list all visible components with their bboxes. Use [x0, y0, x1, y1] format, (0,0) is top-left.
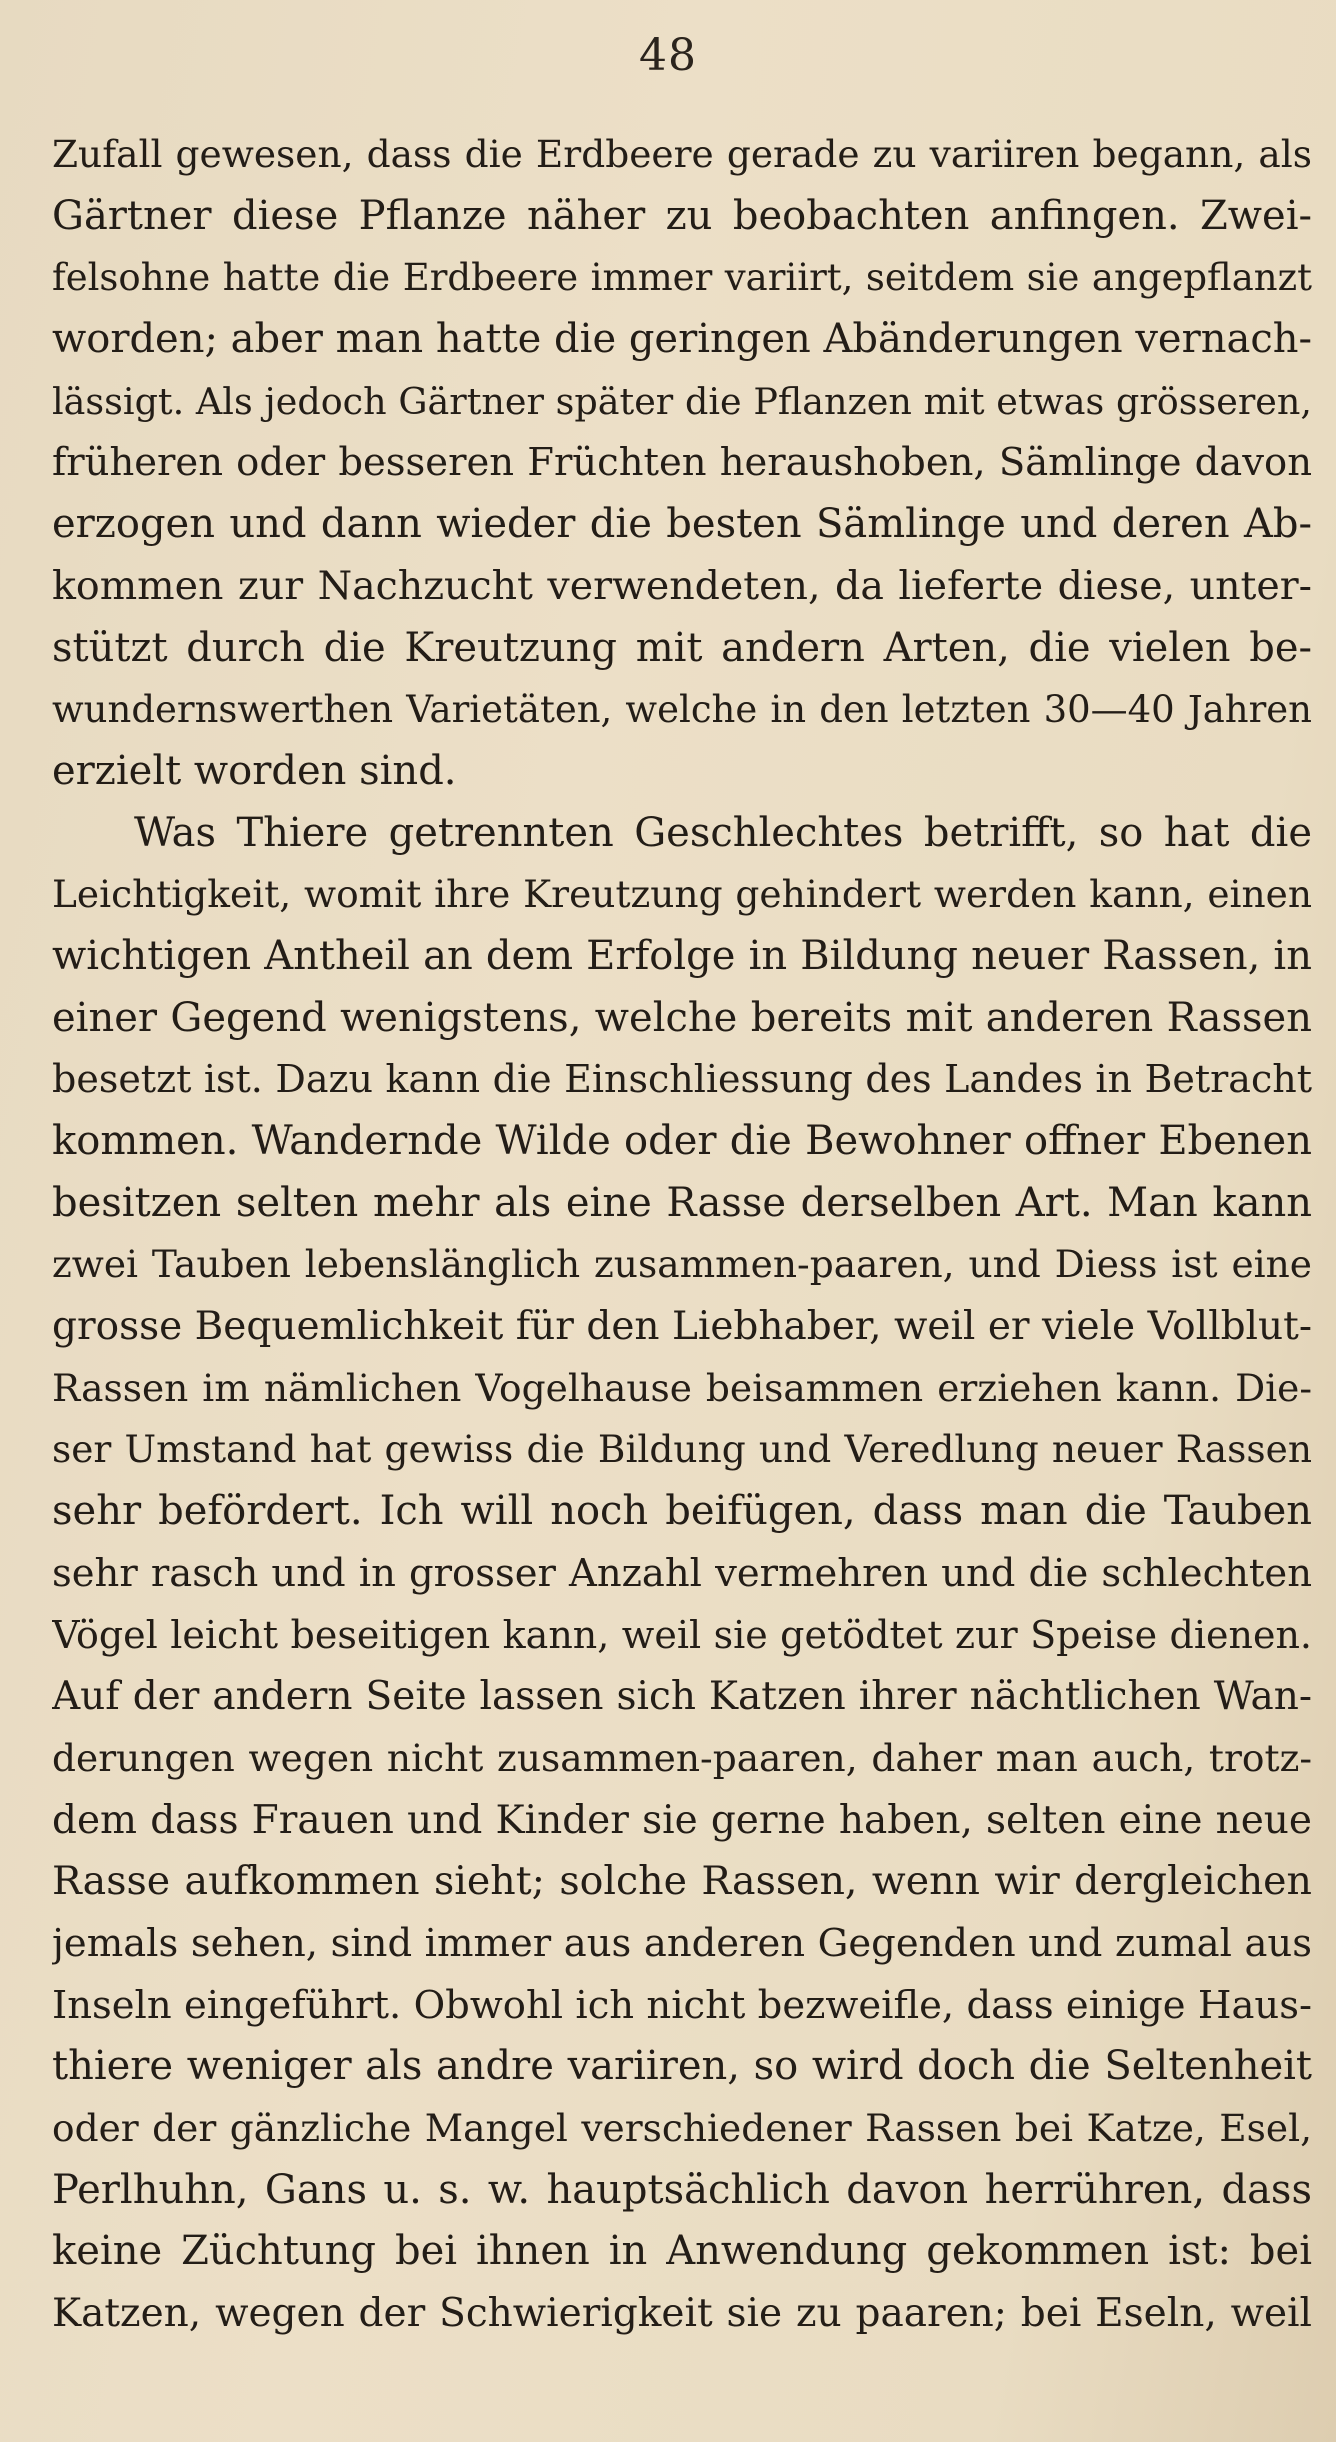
text-line: zwei Tauben lebenslänglich zusammen-paaren, und Diess ist eine: [52, 1242, 1312, 1287]
body-text: [52, 124, 1312, 2345]
text-line: erzogen und dann wieder die besten Sämlinge und deren Ab-: [52, 501, 1312, 548]
text-line: Zufall gewesen, dass die Erdbeere gerade zu variiren begann, als: [52, 132, 1312, 176]
text-line: besetzt ist. Dazu kann die Einschliessung des Landes in Betracht: [52, 1057, 1312, 1102]
text-line: Rasse aufkommen sieht; solche Rassen, wenn wir dergleichen: [52, 1858, 1312, 1905]
text-line: Rassen im nämlichen Vogelhause beisammen erziehen kann. Die-: [52, 1365, 1312, 1410]
text-line: derungen wegen nicht zusammen-paaren, daher man auch, trotz-: [52, 1735, 1312, 1780]
text-line: einer Gegend wenigstens, welche bereits mit anderen Rassen: [52, 994, 1312, 1041]
text-line: Was Thiere getrennten Geschlechtes betrifft, so hat die: [134, 809, 1312, 856]
text-line: keine Züchtung bei ihnen in Anwendung gekommen ist: bei: [52, 2228, 1312, 2275]
text-line: dem dass Frauen und Kinder sie gerne haben, selten eine neue: [52, 1797, 1312, 1843]
text-line: worden; aber man hatte die geringen Abänderungen vernach-: [52, 316, 1312, 363]
text-line: Gärtner diese Pflanze näher zu beobachten anfingen. Zwei-: [52, 192, 1312, 239]
text-line: sehr rasch und in grosser Anzahl vermehren und die schlechten: [52, 1550, 1312, 1596]
text-line: Katzen, wegen der Schwierigkeit sie zu paaren; bei Eseln, weil: [52, 2291, 1312, 2337]
text-line: Inseln eingeführt. Obwohl ich nicht bezweifle, dass einige Haus-: [52, 1982, 1312, 2028]
text-line: ser Umstand hat gewiss die Bildung und Veredlung neuer Rassen: [52, 1427, 1312, 1472]
text-line: Perlhuhn, Gans u. s. w. hauptsächlich davon herrühren, dass: [52, 2166, 1312, 2213]
page-number: 48: [639, 30, 697, 81]
text-line: felsohne hatte die Erdbeere immer variirt, seitdem sie angepflanzt: [52, 256, 1312, 300]
text-line: Vögel leicht beseitigen kann, weil sie getödtet zur Speise dienen.: [52, 1612, 1312, 1657]
text-line: lässigt. Als jedoch Gärtner später die Pflanzen mit etwas grösseren,: [52, 379, 1312, 423]
text-line: oder der gänzliche Mangel verschiedener Rassen bei Katze, Esel,: [52, 2106, 1312, 2150]
text-line: wichtigen Antheil an dem Erfolge in Bildung neuer Rassen, in: [52, 932, 1312, 979]
text-line: Leichtigkeit, womit ihre Kreutzung gehindert werden kann, einen: [52, 872, 1312, 917]
text-line: erzielt worden sind.: [52, 747, 457, 794]
text-line: kommen. Wandernde Wilde oder die Bewohner offner Ebenen: [52, 1118, 1312, 1164]
text-line: besitzen selten mehr als eine Rasse derselben Art. Man kann: [52, 1179, 1312, 1226]
text-line: früheren oder besseren Früchten heraushoben, Sämlinge davon: [52, 440, 1312, 486]
text-line: thiere weniger als andre variiren, so wird doch die Seltenheit: [52, 2043, 1312, 2090]
text-line: kommen zur Nachzucht verwendeten, da lieferte diese, unter-: [52, 562, 1312, 609]
text-line: wundernswerthen Varietäten, welche in den letzten 30—40 Jahren: [52, 688, 1312, 732]
text-line: stützt durch die Kreutzung mit andern Arten, die vielen be-: [52, 624, 1312, 671]
text-line: jemals sehen, sind immer aus anderen Gegenden und zumal aus: [52, 1920, 1312, 1966]
text-line: grosse Bequemlichkeit für den Liebhaber, weil er viele Vollblut-: [52, 1304, 1312, 1350]
text-line: sehr befördert. Ich will noch beifügen, dass man die Tauben: [52, 1488, 1312, 1535]
text-line: Auf der andern Seite lassen sich Katzen ihrer nächtlichen Wan-: [52, 1674, 1312, 1720]
